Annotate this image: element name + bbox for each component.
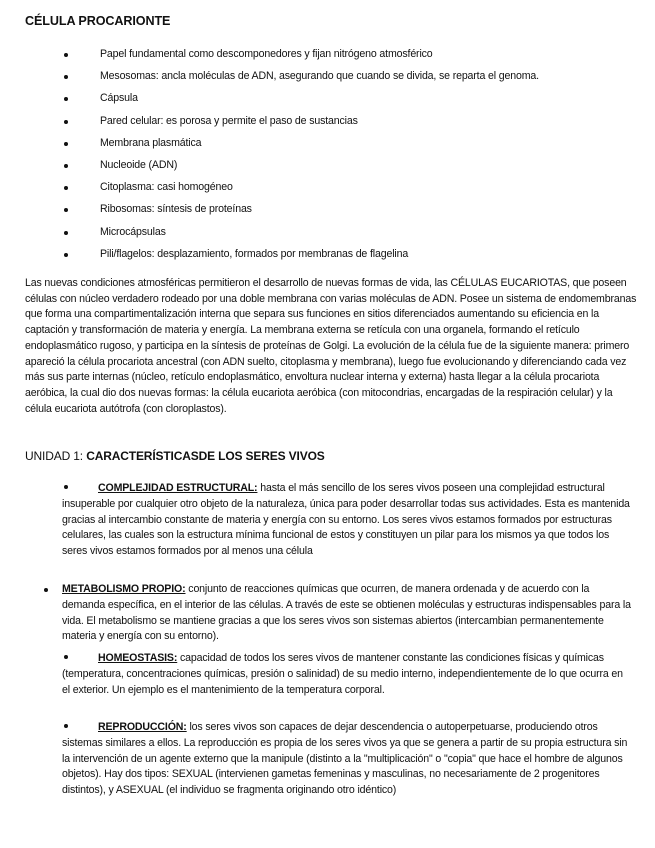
list-item bbox=[0, 68, 655, 90]
bullet-icon bbox=[64, 97, 68, 101]
list-item-text: Papel fundamental como descomponedores y fijan nitrógeno atmosférico bbox=[100, 48, 433, 60]
bullet-icon bbox=[64, 164, 68, 168]
list-item-text: Microcápsulas bbox=[100, 225, 166, 238]
unit-heading bbox=[25, 449, 325, 463]
eukaryote-paragraph: Las nuevas condiciones atmosféricas permitieron el desarrollo de nuevas formas de vida, las CÉLULAS EUCARIOTAS, que poseen células con núcleo verdadero rodeado por una doble membrana con varias moléculas de ADN. Posee un sistema de endomembranas que forma una compartimentalización interna que separa sus funciones en sitios diferenciados aumentando su eficiencia en la captación y transformación de materia y energía. La membrana externa se retícula con una organela, formando el retículo endoplasmático rugoso, y participa en la síntesis de proteínas de Golgi. La evolución de la célula fue de la siguiente manera: primero apareció la célula procariota ancestral (con ADN suelto, citoplasma y membrana), luego fue evolucionando y diferenciando cada vez más sus parte internas (núcleo, retículo endoplasmático, envoltura nuclear interna y externa) hasta llegar a la célula procariota aeróbica, la cual dio dos nuevas formas: la célula eucariota aeróbica (con mitocondrias, encargadas de la respiración celular) y la célula eucariota autótrofa (con cloroplastos). bbox=[25, 277, 637, 415]
characteristic-reproduccion bbox=[62, 720, 632, 799]
bullet-icon bbox=[64, 253, 68, 257]
list-item bbox=[0, 113, 655, 135]
page-title: CÉLULA PROCARIONTE bbox=[25, 14, 171, 28]
characteristic-label: METABOLISMO PROPIO: bbox=[62, 583, 186, 595]
bullet-icon bbox=[64, 208, 68, 212]
bullet-icon bbox=[64, 724, 68, 728]
list-item bbox=[0, 90, 655, 112]
bullet-icon bbox=[64, 75, 68, 79]
list-item bbox=[0, 46, 655, 68]
list-item-text: Nucleoide (ADN) bbox=[100, 158, 178, 171]
characteristic-text: conjunto de reacciones químicas que ocurren, de manera ordenada y de acuerdo con la demanda específica, en el interior de las células. A través de este se obtienen moléculas y estructuras indispensables para la vida. El metabolismo se mantiene gracias a que los seres vivos son sistemas abiertos (intercambian permanentemente materia y energía con su entorno). bbox=[62, 583, 631, 643]
list-item-text: Membrana plasmática bbox=[100, 136, 202, 149]
characteristic-complejidad bbox=[62, 481, 632, 560]
bullet-icon bbox=[64, 120, 68, 124]
list-item bbox=[0, 135, 655, 157]
list-item-text: Ribosomas: síntesis de proteínas bbox=[100, 203, 252, 216]
bullet-icon bbox=[64, 53, 68, 57]
characteristic-metabolismo bbox=[62, 582, 632, 645]
list-item-text: Pili/flagelos: desplazamiento, formados por membranas de flagelina bbox=[100, 247, 409, 260]
unit-title: CARACTERÍSTICASDE LOS SERES VIVOS bbox=[86, 449, 325, 463]
list-item-text: Citoplasma: casi homogéneo bbox=[100, 181, 233, 194]
characteristic-label: COMPLEJIDAD ESTRUCTURAL: bbox=[98, 482, 258, 494]
characteristic-homeostasis bbox=[62, 651, 632, 698]
prokaryote-list bbox=[0, 46, 655, 268]
list-item-text: Mesosomas: ancla moléculas de ADN, asegurando que cuando se divida, se reparta el genoma. bbox=[100, 70, 539, 83]
characteristic-text: hasta el más sencillo de los seres vivos poseen una complejidad estructural insuperable por cualquier otro objeto de la naturaleza, única para poder desarrollar todas sus actividades. Esta es mantenida gracias al intercambio constante de materia y energía con su entorno. Los seres vivos estamos formados por estructuras celulares, las cuales son la estructura mínima funcional de estos y constituyen un pilar para los mismos ya que todos los seres vivos estamos formados por al menos una célula bbox=[62, 482, 630, 558]
bullet-icon bbox=[64, 655, 68, 659]
unit-prefix: UNIDAD 1: bbox=[25, 449, 87, 463]
bullet-icon bbox=[64, 186, 68, 190]
bullet-icon bbox=[44, 588, 48, 592]
list-item bbox=[0, 179, 655, 201]
list-item bbox=[0, 246, 655, 268]
list-item bbox=[0, 157, 655, 179]
bullet-icon bbox=[64, 142, 68, 146]
list-item-text: Cápsula bbox=[100, 92, 138, 105]
list-item bbox=[0, 224, 655, 246]
characteristic-text: los seres vivos son capaces de dejar descendencia o autoperpetuarse, produciendo otros sistemas similares a ellos. La reproducción es propia de los seres vivos ya que se genera a partir de su propia estructura sin la intervención de un agente externo que la manipule (distinto a la "multiplicación" o "copia" que hace el hombre de algunos objetos). Hay dos tipos: SEXUAL (intervienen gametas femeninas y masculinas, no necesariamente de 2 progenitores distintos), y ASEXUAL (el individuo se fragmenta originando otro idéntico) bbox=[62, 721, 628, 797]
characteristic-label: HOMEOSTASIS: bbox=[98, 652, 178, 664]
characteristic-label: REPRODUCCIÓN: bbox=[98, 721, 187, 733]
bullet-icon bbox=[64, 485, 68, 489]
list-item bbox=[0, 201, 655, 223]
list-item-text: Pared celular: es porosa y permite el paso de sustancias bbox=[100, 114, 358, 127]
bullet-icon bbox=[64, 231, 68, 235]
characteristic-text: capacidad de todos los seres vivos de mantener constante las condiciones físicas y químicas (temperatura, concentraciones químicas, presión o salinidad) de su medio interno, independientemente de lo que ocurra en el exterior. Un ejemplo es el mantenimiento de la temperatura corporal. bbox=[62, 652, 623, 696]
